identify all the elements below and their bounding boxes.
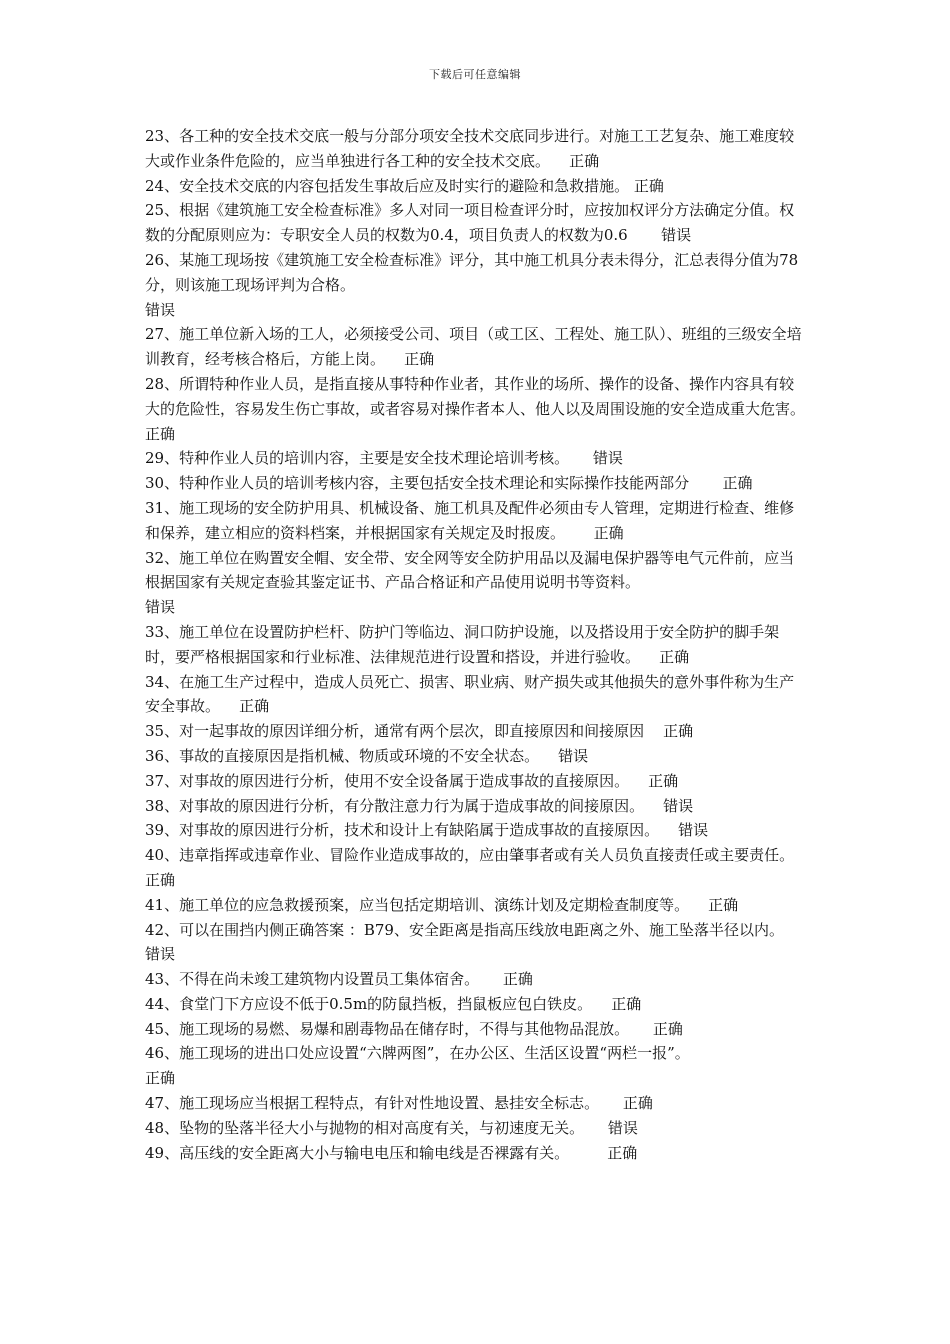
- question-item-36: 36、事故的直接原因是指机械、物质或环境的不安全状态。 错误: [145, 746, 589, 765]
- question-item-38: 38、对事故的原因进行分析，有分散注意力行为属于造成事故的间接原因。 错误: [145, 796, 694, 815]
- question-item-35: 35、对一起事故的原因详细分析，通常有两个层次，即直接原因和间接原因 正确: [145, 722, 694, 741]
- question-item-44: 44、食堂门下方应设不低于0.5m的防鼠挡板，挡鼠板应包白铁皮。 正确: [145, 994, 642, 1013]
- question-item-23: 23、各工种的安全技术交底一般与分部分项安全技术交底同步进行。对施工工艺复杂、施工难度较大或作业条件危险的，应当单独进行各工种的安全技术交底。 正确: [145, 127, 795, 170]
- question-item-48: 48、坠物的坠落半径大小与抛物的相对高度有关，与初速度无关。 错误: [145, 1118, 638, 1137]
- question-item-34: 34、在施工生产过程中，造成人员死亡、损害、职业病、财产损失或其他损失的意外事件称为生产安全事故。 正确: [145, 672, 795, 716]
- question-item-40: 40、违章指挥或违章作业、冒险作业造成事故的，应由肇事者或有关人员负直接责任或主要责任。 正确: [145, 846, 814, 889]
- page-header: 下载后可任意编辑: [429, 68, 521, 81]
- question-item-30: 30、特种作业人员的培训考核内容，主要包括安全技术理论和实际操作技能两部分 正确: [145, 474, 753, 493]
- question-item-42: 42、可以在围挡内侧正确答案 ：B79、安全距离是指高压线放电距离之外、施工坠落半径以内。 错误: [145, 920, 804, 964]
- question-item-39: 39、对事故的原因进行分析，技术和设计上有缺陷属于造成事故的直接原因。 错误: [145, 821, 709, 840]
- question-item-33: 33、施工单位在设置防护栏杆、防护门等临边、洞口防护设施，以及搭设用于安全防护的脚手架时，要严格根据国家和行业标准、法律规范进行设置和搭设，并进行验收。 正确: [145, 622, 780, 666]
- question-item-25: 25、根据《建筑施工安全检查标准》多人对同一项目检查评分时，应按加权评分方法确定分值。权数的分配原则应为：专职安全人员的权数为0.4，项目负责人的权数为0.6 错误: [145, 201, 795, 245]
- question-item-29: 29、特种作业人员的培训内容，主要是安全技术理论培训考核。 错误: [145, 449, 623, 468]
- question-item-27: 27、施工单位新入场的工人，必须接受公司、项目（或工区、工程处、施工队）、班组的三级安全培训教育，经考核合格后，方能上岗。 正确: [145, 325, 802, 369]
- question-item-32: 32、施工单位在购置安全帽、安全带、安全网等安全防护用品以及漏电保护器等电气元件前，应当根据国家有关规定查验其鉴定证书、产品合格证和产品使用说明书等资料。 错误: [145, 548, 795, 617]
- question-item-37: 37、对事故的原因进行分析，使用不安全设备属于造成事故的直接原因。 正确: [145, 771, 679, 790]
- question-item-26: 26、某施工现场按《建筑施工安全检查标准》评分，其中施工机具分表未得分，汇总表得分值为78分，则该施工现场评判为合格。 错误: [145, 250, 799, 319]
- question-item-43: 43、不得在尚未竣工建筑物内设置员工集体宿舍。 正确: [145, 970, 533, 989]
- question-item-31: 31、施工现场的安全防护用具、机械设备、施工机具及配件必须由专人管理，定期进行检查、维修和保养，建立相应的资料档案，并根据国家有关规定及时报废。 正确: [145, 498, 795, 542]
- question-item-28: 28、所谓特种作业人员，是指直接从事特种作业者，其作业的场所、操作的设备、操作内容具有较大的危险性，容易发生伤亡事故，或者容易对操作者本人、他人以及周围设施的安全造成重大危害。 正确: [145, 374, 825, 443]
- question-item-45: 45、施工现场的易燃、易爆和剧毒物品在储存时，不得与其他物品混放。 正确: [145, 1019, 683, 1038]
- question-item-24: 24、安全技术交底的内容包括发生事故后应及时实行的避险和急救措施。 正确: [145, 176, 664, 195]
- question-list: [145, 124, 825, 1165]
- question-item-49: 49、高压线的安全距离大小与输电电压和输电线是否裸露有关。 正确: [145, 1143, 638, 1162]
- question-item-46: 46、施工现场的进出口处应设置“六牌两图”，在办公区、生活区设置“两栏一报”。 正确: [145, 1044, 690, 1088]
- question-item-41: 41、施工单位的应急救援预案，应当包括定期培训、演练计划及定期检查制度等。 正确: [145, 895, 739, 914]
- question-item-47: 47、施工现场应当根据工程特点，有针对性地设置、悬挂安全标志。 正确: [145, 1094, 653, 1113]
